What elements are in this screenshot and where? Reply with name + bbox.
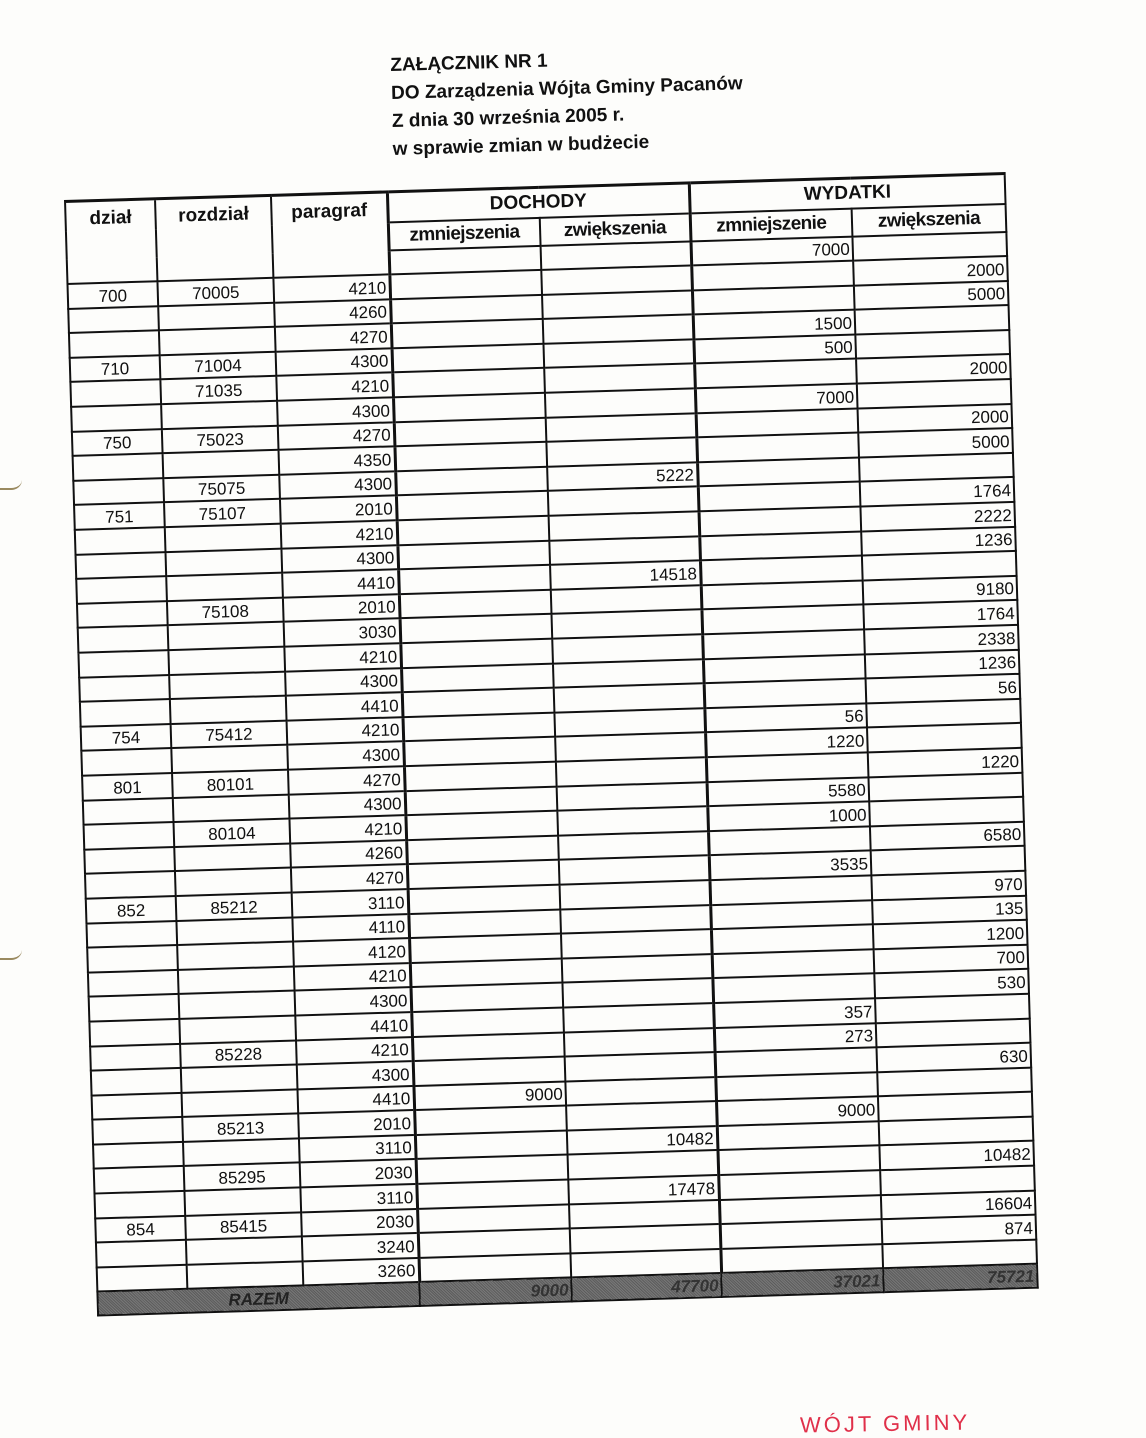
cell-dzial	[97, 1265, 188, 1292]
cell-wydatki-zwiekszenia: 530	[874, 969, 1029, 998]
cell-rozdzial	[176, 917, 293, 945]
cell-dzial	[69, 331, 160, 358]
cell-paragraf: 4300	[287, 742, 404, 770]
cell-rozdzial: 85213	[182, 1114, 299, 1142]
cell-wydatki-zwiekszenia: 2222	[860, 502, 1015, 531]
cell-dzial	[88, 970, 179, 997]
budget-table-container	[64, 172, 1039, 1317]
cell-rozdzial: 75023	[162, 425, 279, 453]
cell-rozdzial: 85295	[184, 1163, 301, 1191]
cell-wydatki-zwiekszenia: 2000	[856, 354, 1011, 383]
cell-wydatki-zwiekszenia: 16604	[881, 1190, 1036, 1219]
cell-dzial	[85, 871, 176, 898]
cell-dzial	[76, 576, 167, 603]
stamp-text: WÓJT GMINY	[799, 1409, 971, 1438]
cell-paragraf: 4270	[288, 766, 405, 794]
cell-wydatki-zmniejszenie: 357	[713, 998, 876, 1027]
cell-paragraf: 3240	[302, 1233, 419, 1261]
cell-dzial	[79, 675, 170, 702]
cell-rozdzial	[166, 573, 283, 601]
total-label: RAZEM	[97, 1282, 420, 1316]
cell-wydatki-zwiekszenia: 1220	[868, 748, 1023, 777]
header-wydatki-zmniejszenie: zmniejszenie	[690, 208, 853, 241]
cell-paragraf: 4300	[297, 1061, 414, 1089]
cell-dzial	[94, 1166, 185, 1193]
cell-dzial	[92, 1093, 183, 1120]
cell-rozdzial	[174, 843, 291, 871]
cell-dzial	[70, 380, 161, 407]
cell-wydatki-zwiekszenia: 9180	[863, 576, 1018, 605]
cell-paragraf: 4210	[276, 373, 393, 401]
cell-dzial	[87, 945, 178, 972]
cell-rozdzial: 85415	[185, 1212, 302, 1240]
cell-dochody-zwiekszenia: 14518	[550, 561, 701, 590]
cell-dzial: 750	[72, 429, 163, 456]
cell-rozdzial	[158, 302, 275, 330]
total-wydatki-zwiekszenia: 75721	[883, 1264, 1038, 1293]
cell-paragraf: 4410	[297, 1086, 414, 1114]
cell-wydatki-zmniejszenie: 1220	[705, 728, 868, 757]
cell-wydatki-zmniejszenie: 5580	[707, 777, 870, 806]
cell-rozdzial	[165, 548, 282, 576]
cell-dzial	[92, 1117, 183, 1144]
cell-wydatki-zmniejszenie: 3535	[709, 851, 872, 880]
cell-wydatki-zmniejszenie: 56	[704, 703, 867, 732]
cell-wydatki-zwiekszenia: 135	[872, 895, 1027, 924]
cell-paragraf: 4300	[285, 668, 402, 696]
cell-dzial	[77, 601, 168, 628]
cell-dzial	[76, 552, 167, 579]
cell-rozdzial	[181, 1065, 298, 1093]
cell-dzial	[96, 1240, 187, 1267]
budget-changes-table	[64, 172, 1039, 1317]
cell-rozdzial: 71004	[160, 352, 277, 380]
total-dochody-zmniejszenia: 9000	[419, 1278, 572, 1306]
cell-rozdzial	[163, 450, 280, 478]
cell-dzial	[73, 478, 164, 505]
header-wydatki-zwiekszenia: zwiększenia	[852, 204, 1007, 237]
cell-rozdzial	[179, 1015, 296, 1043]
cell-wydatki-zmniejszenie: 273	[714, 1023, 877, 1052]
cell-rozdzial	[168, 647, 285, 675]
total-dochody-zwiekszenia: 47700	[571, 1273, 722, 1301]
cell-wydatki-zwiekszenia: 56	[866, 674, 1021, 703]
cell-dzial: 854	[95, 1216, 186, 1243]
cell-wydatki-zwiekszenia: 1764	[860, 477, 1015, 506]
cell-wydatki-zwiekszenia: 630	[876, 1043, 1031, 1072]
cell-paragraf: 2010	[283, 594, 400, 622]
cell-dzial	[75, 527, 166, 554]
cell-rozdzial	[179, 991, 296, 1019]
cell-dzial	[89, 1019, 180, 1046]
official-stamp	[800, 1411, 971, 1438]
cell-dzial: 801	[82, 773, 173, 800]
cell-dochody-zmniejszenia: 9000	[413, 1081, 566, 1110]
cell-dochody-zwiekszenia: 17478	[568, 1175, 719, 1204]
cell-dzial	[68, 306, 159, 333]
cell-rozdzial	[169, 671, 286, 699]
cell-paragraf: 2030	[301, 1209, 418, 1237]
cell-paragraf: 4120	[293, 938, 410, 966]
punch-hole	[0, 470, 22, 490]
cell-paragraf: 4270	[291, 864, 408, 892]
cell-dzial: 852	[86, 896, 177, 923]
heading-line-4: w sprawie zmian w budżecie	[392, 131, 650, 160]
cell-paragraf: 4300	[276, 348, 393, 376]
cell-paragraf: 2030	[300, 1159, 417, 1187]
cell-rozdzial	[171, 745, 288, 773]
cell-rozdzial	[161, 401, 278, 429]
cell-wydatki-zwiekszenia: 5000	[858, 428, 1013, 457]
cell-rozdzial	[168, 622, 285, 650]
cell-paragraf: 4300	[277, 397, 394, 425]
cell-rozdzial: 70005	[157, 278, 274, 306]
cell-wydatki-zwiekszenia: 874	[882, 1215, 1037, 1244]
cell-wydatki-zwiekszenia: 2338	[864, 625, 1019, 654]
header-dzial: dział	[65, 199, 157, 284]
heading-line-3: Z dnia 30 września 2005 r.	[391, 104, 625, 132]
cell-paragraf: 4410	[295, 1012, 412, 1040]
cell-rozdzial	[183, 1138, 300, 1166]
document-heading	[390, 42, 745, 164]
cell-paragraf: 3110	[292, 889, 409, 917]
cell-wydatki-zwiekszenia: 10482	[879, 1141, 1034, 1170]
cell-dzial	[90, 1043, 181, 1070]
cell-rozdzial: 85212	[176, 892, 293, 920]
cell-dzial	[84, 822, 175, 849]
cell-dochody-zwiekszenia: 5222	[547, 462, 698, 491]
cell-wydatki-zmniejszenie: 1500	[693, 310, 856, 339]
cell-paragraf: 3110	[300, 1184, 417, 1212]
cell-rozdzial	[182, 1089, 299, 1117]
cell-dzial: 710	[70, 355, 161, 382]
cell-dzial	[81, 748, 172, 775]
cell-wydatki-zwiekszenia: 700	[874, 944, 1029, 973]
cell-wydatki-zmniejszenie: 1000	[707, 802, 870, 831]
cell-rozdzial	[175, 868, 292, 896]
cell-paragraf: 4110	[292, 914, 409, 942]
cell-paragraf: 4300	[279, 471, 396, 499]
header-wydatki: WYDATKI	[689, 174, 1006, 213]
cell-dzial: 700	[67, 281, 158, 308]
cell-paragraf: 4210	[281, 520, 398, 548]
cell-dzial	[93, 1142, 184, 1169]
cell-paragraf: 4210	[287, 717, 404, 745]
heading-line-1: ZAŁĄCZNIK NR 1	[390, 50, 548, 76]
cell-paragraf: 3030	[284, 619, 401, 647]
cell-wydatki-zwiekszenia: 1200	[873, 920, 1028, 949]
header-dochody: DOCHODY	[387, 183, 690, 222]
cell-paragraf: 4270	[278, 422, 395, 450]
cell-dzial	[71, 404, 162, 431]
header-spacer-wydatki-zmniejszenie: 7000	[690, 236, 853, 265]
cell-paragraf: 4350	[279, 447, 396, 475]
cell-rozdzial: 75107	[164, 499, 281, 527]
cell-wydatki-zwiekszenia: 2000	[853, 256, 1008, 285]
cell-paragraf: 2010	[280, 496, 397, 524]
cell-rozdzial: 75108	[167, 597, 284, 625]
cell-dzial	[86, 921, 177, 948]
cell-dzial	[73, 453, 164, 480]
cell-rozdzial: 71035	[160, 376, 277, 404]
header-dochody-zmniejszenia: zmniejszenia	[388, 217, 541, 249]
cell-wydatki-zmniejszenie: 9000	[716, 1097, 879, 1126]
cell-dzial	[84, 847, 175, 874]
cell-wydatki-zwiekszenia: 1764	[863, 600, 1018, 629]
cell-rozdzial	[187, 1261, 304, 1289]
cell-paragraf: 4300	[295, 987, 412, 1015]
cell-paragraf: 4270	[275, 324, 392, 352]
cell-paragraf: 4210	[284, 643, 401, 671]
cell-rozdzial	[159, 327, 276, 355]
cell-paragraf: 4210	[273, 274, 390, 302]
total-wydatki-zmniejszenie: 37021	[721, 1269, 884, 1298]
cell-dochody-zwiekszenia: 10482	[567, 1126, 718, 1155]
cell-paragraf: 4300	[289, 791, 406, 819]
cell-paragraf: 4260	[290, 840, 407, 868]
cell-rozdzial	[165, 524, 282, 552]
cell-wydatki-zwiekszenia: 1236	[865, 649, 1020, 678]
cell-rozdzial	[177, 942, 294, 970]
cell-paragraf: 4300	[281, 545, 398, 573]
cell-rozdzial: 85228	[180, 1040, 297, 1068]
cell-wydatki-zwiekszenia: 6580	[870, 822, 1025, 851]
cell-paragraf: 4210	[294, 963, 411, 991]
cell-dzial	[78, 626, 169, 653]
header-dochody-zwiekszenia: zwiększenia	[540, 213, 691, 245]
cell-paragraf: 3110	[299, 1135, 416, 1163]
cell-dzial	[94, 1191, 185, 1218]
cell-rozdzial	[170, 696, 287, 724]
table-body	[67, 256, 1037, 1292]
cell-rozdzial	[178, 966, 295, 994]
cell-paragraf: 4410	[282, 569, 399, 597]
cell-rozdzial	[186, 1237, 303, 1265]
cell-paragraf: 4210	[296, 1037, 413, 1065]
cell-paragraf: 4410	[286, 692, 403, 720]
cell-wydatki-zwiekszenia: 5000	[854, 281, 1009, 310]
cell-rozdzial: 75075	[163, 475, 280, 503]
cell-dzial	[91, 1068, 182, 1095]
cell-paragraf: 4260	[274, 299, 391, 327]
cell-rozdzial: 75412	[171, 720, 288, 748]
cell-dzial	[80, 699, 171, 726]
header-rozdzial: rozdział	[155, 195, 273, 281]
cell-wydatki-zwiekszenia: 2000	[858, 404, 1013, 433]
heading-line-2: DO Zarządzenia Wójta Gminy Pacanów	[390, 73, 743, 104]
punch-hole	[0, 940, 22, 960]
cell-dzial: 754	[81, 724, 172, 751]
cell-paragraf: 4210	[289, 815, 406, 843]
cell-dzial	[83, 798, 174, 825]
cell-rozdzial	[173, 794, 290, 822]
cell-wydatki-zmniejszenie: 7000	[695, 384, 858, 413]
cell-dzial	[78, 650, 169, 677]
cell-dzial	[89, 994, 180, 1021]
cell-wydatki-zwiekszenia: 1236	[861, 527, 1016, 556]
cell-rozdzial: 80104	[174, 819, 291, 847]
cell-paragraf: 3260	[303, 1258, 420, 1286]
cell-rozdzial: 80101	[172, 770, 289, 798]
header-paragraf: paragraf	[271, 192, 389, 278]
cell-dzial: 751	[74, 503, 165, 530]
cell-paragraf: 2010	[298, 1110, 415, 1138]
cell-wydatki-zwiekszenia: 970	[871, 871, 1026, 900]
cell-wydatki-zmniejszenie: 500	[693, 334, 856, 363]
cell-rozdzial	[184, 1187, 301, 1215]
